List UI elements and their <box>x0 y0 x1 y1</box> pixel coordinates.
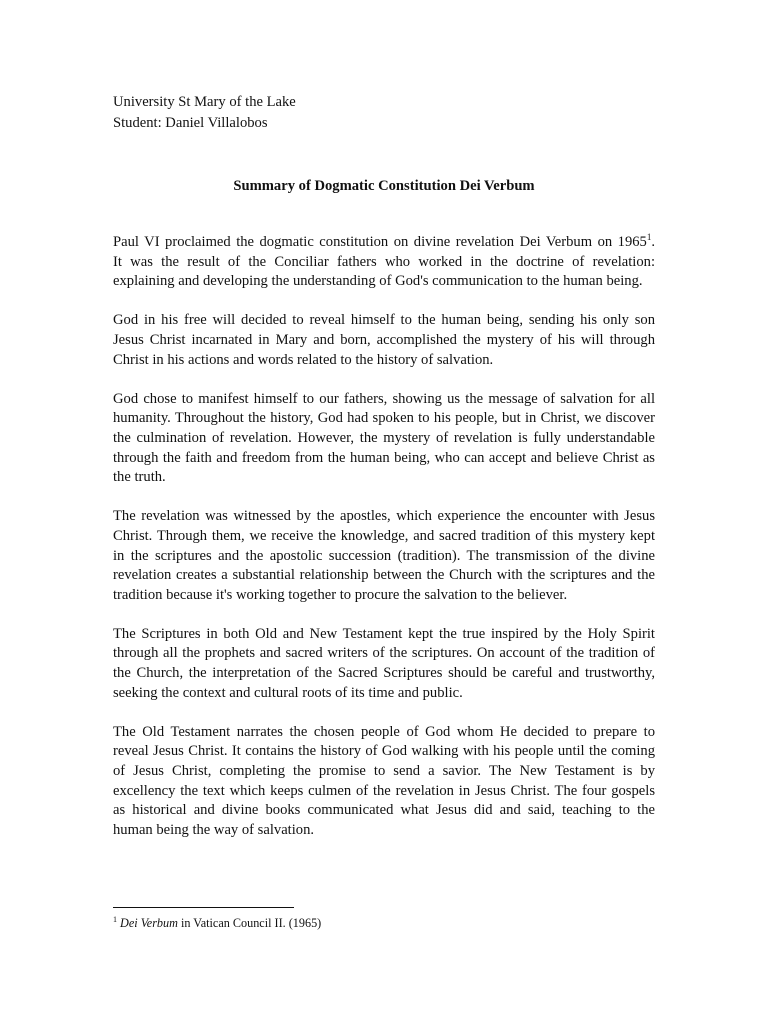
paragraph-line: the culmination of revelation. However, the mystery of revelation is fully understandable <box>113 429 655 446</box>
paragraph-line: the Church, the interpretation of the Sacred Scriptures should be careful and trustworthy, <box>113 665 655 682</box>
paragraph-line: of Jesus Christ, completing the promise to send a savior. The New Testament is by <box>113 763 655 780</box>
paragraph-line: God in his free will decided to reveal himself to the human being, sending his only son <box>113 312 655 329</box>
paragraph-line: reveal Jesus Christ. It contains the history of God walking with his people until the coming <box>113 743 655 760</box>
paragraph-line: excellency the text which keeps culmen of the revelation in Jesus Christ. The four gospels <box>113 782 655 799</box>
paragraph-line: The revelation was witnessed by the apostles, which experience the encounter with Jesus <box>113 508 655 525</box>
paragraph-line: tradition because it's working together to procure the salvation to the believer. <box>113 586 568 603</box>
paragraph-line: in the scriptures and the apostolic succession (tradition). The transmission of the divine <box>113 547 655 564</box>
paragraph-line: It was the result of the Conciliar fathers who worked in the doctrine of revelation: <box>113 253 655 270</box>
footnote-text: in Vatican Council II. (1965) <box>177 916 322 930</box>
footnote <box>113 915 321 931</box>
paragraph-line: the truth. <box>113 469 166 486</box>
paragraph-3 <box>113 390 655 488</box>
document-header <box>113 92 296 134</box>
paragraph-2 <box>113 311 655 370</box>
paragraph-line: through the faith and freedom from the human being, who can accept and believe Christ as <box>113 449 655 466</box>
paragraph-line: revelation creates a substantial relationship between the Church with the scriptures and the <box>113 567 655 584</box>
paragraph-line: Paul VI proclaimed the dogmatic constitution on divine revelation Dei Verbum on 1965$^1$. <box>113 232 655 250</box>
paragraph-line: God chose to manifest himself to our fathers, showing us the message of salvation for all <box>113 390 655 407</box>
footnote-marker: 1 <box>113 914 117 924</box>
document-body <box>113 233 655 860</box>
paragraph-6 <box>113 723 655 841</box>
paragraph-line: seeking the context and cultural roots of its time and public. <box>113 684 463 701</box>
paragraph-1 <box>113 233 655 292</box>
paragraph-4 <box>113 507 655 605</box>
footnote-separator <box>113 907 294 908</box>
paragraph-line: Christ in his actions and words related to the history of salvation. <box>113 351 494 368</box>
paragraph-5 <box>113 625 655 703</box>
footnote-italic-text: Dei Verbum <box>120 916 178 930</box>
paragraph-line: as historical and divine books communicated what Jesus did and said, teaching to the <box>113 802 655 819</box>
institution-name: University St Mary of the Lake <box>113 94 296 110</box>
footnote-ref: 1 <box>646 232 652 243</box>
paragraph-line: through all the prophets and sacred writers of the scriptures. On account of the tradition of <box>113 645 655 662</box>
paragraph-line: Christ. Through them, we receive the knowledge, and sacred tradition of this mystery kept <box>113 527 655 544</box>
paragraph-line: humanity. Throughout the history, God had spoken to his people, but in Christ, we discover <box>113 410 655 427</box>
paragraph-line: human being the way of salvation. <box>113 821 315 838</box>
student-name: Student: Daniel Villalobos <box>113 115 268 131</box>
document-title: Summary of Dogmatic Constitution Dei Verbum <box>233 178 535 194</box>
paragraph-line: Jesus Christ incarnated in Mary and born, accomplished the mystery of his will through <box>113 331 655 348</box>
paragraph-line: The Old Testament narrates the chosen people of God whom He decided to prepare to <box>113 723 655 740</box>
paragraph-line: The Scriptures in both Old and New Testament kept the true inspired by the Holy Spirit <box>113 625 655 642</box>
paragraph-line: explaining and developing the understanding of God's communication to the human being. <box>113 273 643 290</box>
